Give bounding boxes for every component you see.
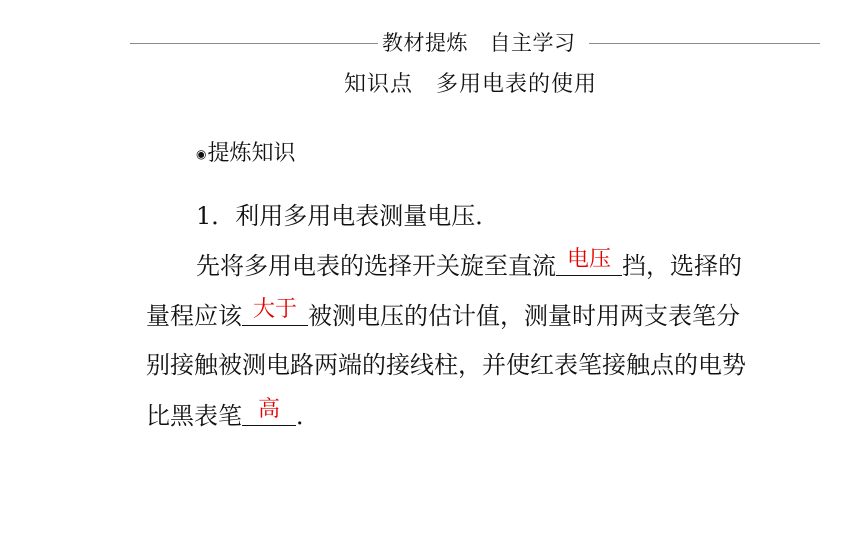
- line-1-text-b: 挡，选择的: [622, 252, 742, 280]
- header-title: 教材提炼 自主学习: [382, 31, 576, 55]
- blank-2: [242, 297, 308, 326]
- line-4-text-a: 比黑表笔: [146, 402, 242, 430]
- line-2-text-a: 量程应该: [146, 302, 242, 330]
- topic-title: 知识点 多用电表的使用: [344, 72, 598, 97]
- paragraph-line-4: [146, 397, 320, 431]
- answer-3: 高: [257, 397, 280, 422]
- item-1-heading: 1．利用多用电表测量电压．: [196, 202, 500, 230]
- header-rule-right: [589, 43, 820, 44]
- section-title: 提炼知识: [207, 141, 296, 166]
- blank-3: [242, 397, 296, 426]
- blank-1: [556, 247, 622, 276]
- header-rule-left: [130, 43, 378, 44]
- answer-1: 电压: [566, 247, 611, 272]
- paragraph-line-3: 别接触被测电路两端的接线柱，并使红表笔接触点的电势: [146, 351, 746, 379]
- answer-2: 大于: [252, 297, 297, 322]
- line-4-text-b: ．: [296, 402, 320, 430]
- paragraph-line-1: [196, 247, 742, 281]
- target-bullet-icon: ◉: [196, 147, 207, 161]
- section-heading: [196, 140, 296, 168]
- paragraph-line-2: [146, 297, 740, 331]
- line-1-text-a: 先将多用电表的选择开关旋至直流: [196, 252, 556, 280]
- line-2-text-b: 被测电压的估计值，测量时用两支表笔分: [308, 302, 740, 330]
